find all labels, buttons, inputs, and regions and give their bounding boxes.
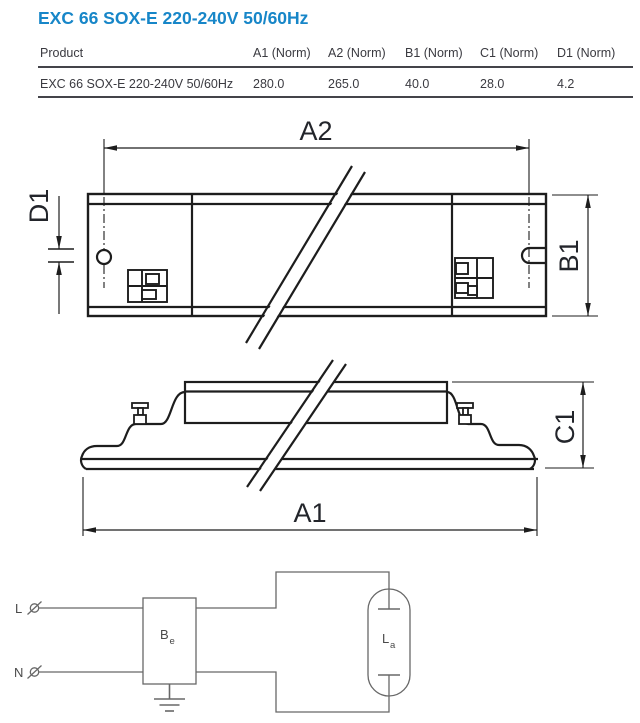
column-header-a1: A1 (Norm)	[253, 46, 311, 60]
terminal-block-left	[128, 270, 167, 302]
dim-label-c1: C1	[550, 409, 580, 445]
wire-top	[196, 572, 389, 609]
table-value-c1: 28.0	[480, 77, 505, 91]
side-view	[81, 360, 538, 491]
dim-label-b1: B1	[554, 239, 584, 273]
column-header-d1: D1 (Norm)	[557, 46, 616, 60]
wiring-diagram	[14, 572, 410, 712]
column-header-a2: A2 (Norm)	[328, 46, 386, 60]
arrowhead-down-icon	[585, 303, 591, 316]
column-header-b1: B1 (Norm)	[405, 46, 463, 60]
arrowhead-down-icon	[56, 236, 62, 249]
terminal-screw-left	[132, 403, 148, 424]
neutral-terminal-label: N	[14, 665, 24, 680]
ballast-label-sub: e	[169, 636, 175, 647]
table-value-b1: 40.0	[405, 77, 430, 91]
arrowhead-down-icon	[580, 455, 586, 468]
arrowhead-right-icon	[516, 145, 529, 151]
dimension-a1	[83, 477, 537, 536]
ballast-label: B	[160, 627, 169, 642]
dimension-a2	[104, 116, 529, 193]
mounting-hole	[97, 250, 111, 264]
terminal-block-right	[455, 258, 493, 298]
table-value-a2: 265.0	[328, 77, 360, 91]
dim-label-a2: A2	[299, 116, 333, 146]
wire-bottom	[196, 672, 389, 712]
arrowhead-left-icon	[104, 145, 117, 151]
arrowhead-up-icon	[585, 195, 591, 208]
dim-label-a1: A1	[293, 498, 327, 528]
column-header-c1: C1 (Norm)	[480, 46, 539, 60]
arrowhead-left-icon	[83, 527, 96, 533]
table-row-product: EXC 66 SOX-E 220-240V 50/60Hz	[40, 77, 234, 91]
arrowhead-up-icon	[56, 262, 62, 275]
arrowhead-right-icon	[524, 527, 537, 533]
break-line-side-view	[247, 360, 346, 491]
line-terminal-label: L	[15, 601, 23, 616]
page-title: EXC 66 SOX-E 220-240V 50/60Hz	[38, 8, 309, 28]
ground-icon	[154, 684, 185, 711]
table-value-a1: 280.0	[253, 77, 285, 91]
column-header-product: Product	[40, 46, 84, 60]
dim-label-d1: D1	[24, 188, 54, 224]
lamp-label-sub: a	[390, 640, 396, 651]
dimension-b1	[552, 195, 598, 316]
top-view	[88, 166, 546, 349]
table-value-d1: 4.2	[557, 77, 575, 91]
dimension-d1	[24, 189, 74, 314]
lamp-label: L	[382, 631, 390, 646]
arrowhead-up-icon	[580, 382, 586, 395]
